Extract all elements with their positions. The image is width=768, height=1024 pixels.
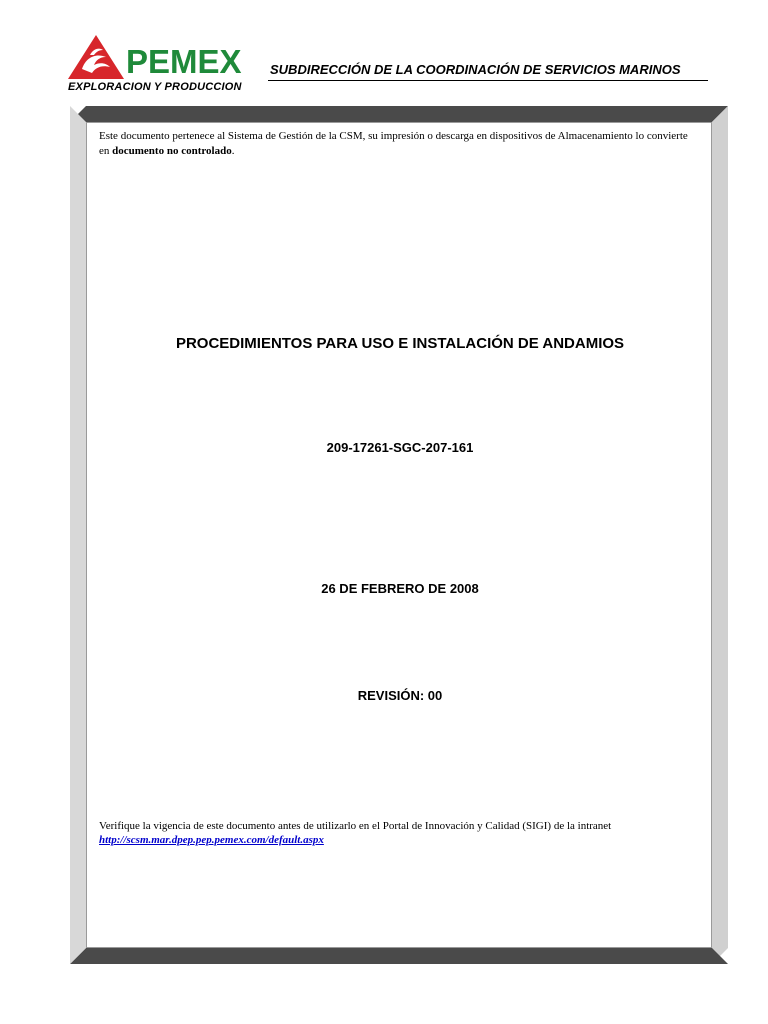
subdireccion-title: SUBDIRECCIÓN DE LA COORDINACIÓN DE SERVICIOS MARINOS xyxy=(270,62,681,77)
document-body xyxy=(86,122,712,948)
notice-end: . xyxy=(231,145,235,157)
notice-bold: documento no controlado xyxy=(112,145,232,157)
verify-notice xyxy=(99,819,709,847)
document-code: 209-17261-SGC-207-161 xyxy=(326,440,474,455)
header-underline xyxy=(268,80,708,81)
frame-bottom-bevel xyxy=(70,948,728,964)
frame-top-bevel xyxy=(70,106,728,122)
control-notice xyxy=(99,129,699,159)
frame-right-bevel xyxy=(712,106,728,964)
verify-text: Verifique la vigencia de este documento antes de utilizarlo en el Portal de Innovación y Calidad (SIGI) de la intranet xyxy=(99,820,612,832)
notice-text: Este documento pertenece al Sistema de Gestión de la CSM, su impresión o descarga en dispositivos de Almacenamiento lo convierte en xyxy=(99,130,688,157)
logo-subtitle: EXPLORACION Y PRODUCCION xyxy=(68,81,242,93)
page-header xyxy=(0,0,768,100)
pemex-logo xyxy=(66,35,256,95)
pemex-eagle-icon xyxy=(66,35,126,81)
document-title: PROCEDIMIENTOS PARA USO E INSTALACIÓN DE ANDAMIOS xyxy=(175,335,625,352)
document-date: 26 DE FEBRERO DE 2008 xyxy=(321,581,479,596)
frame-left-bevel xyxy=(70,106,86,964)
logo-wordmark: PEMEX xyxy=(126,43,242,80)
document-frame xyxy=(70,106,728,964)
intranet-link[interactable]: http://scsm.mar.dpep.pep.pemex.com/default.aspx xyxy=(99,834,324,846)
document-revision: REVISIÓN: 00 xyxy=(357,688,443,703)
